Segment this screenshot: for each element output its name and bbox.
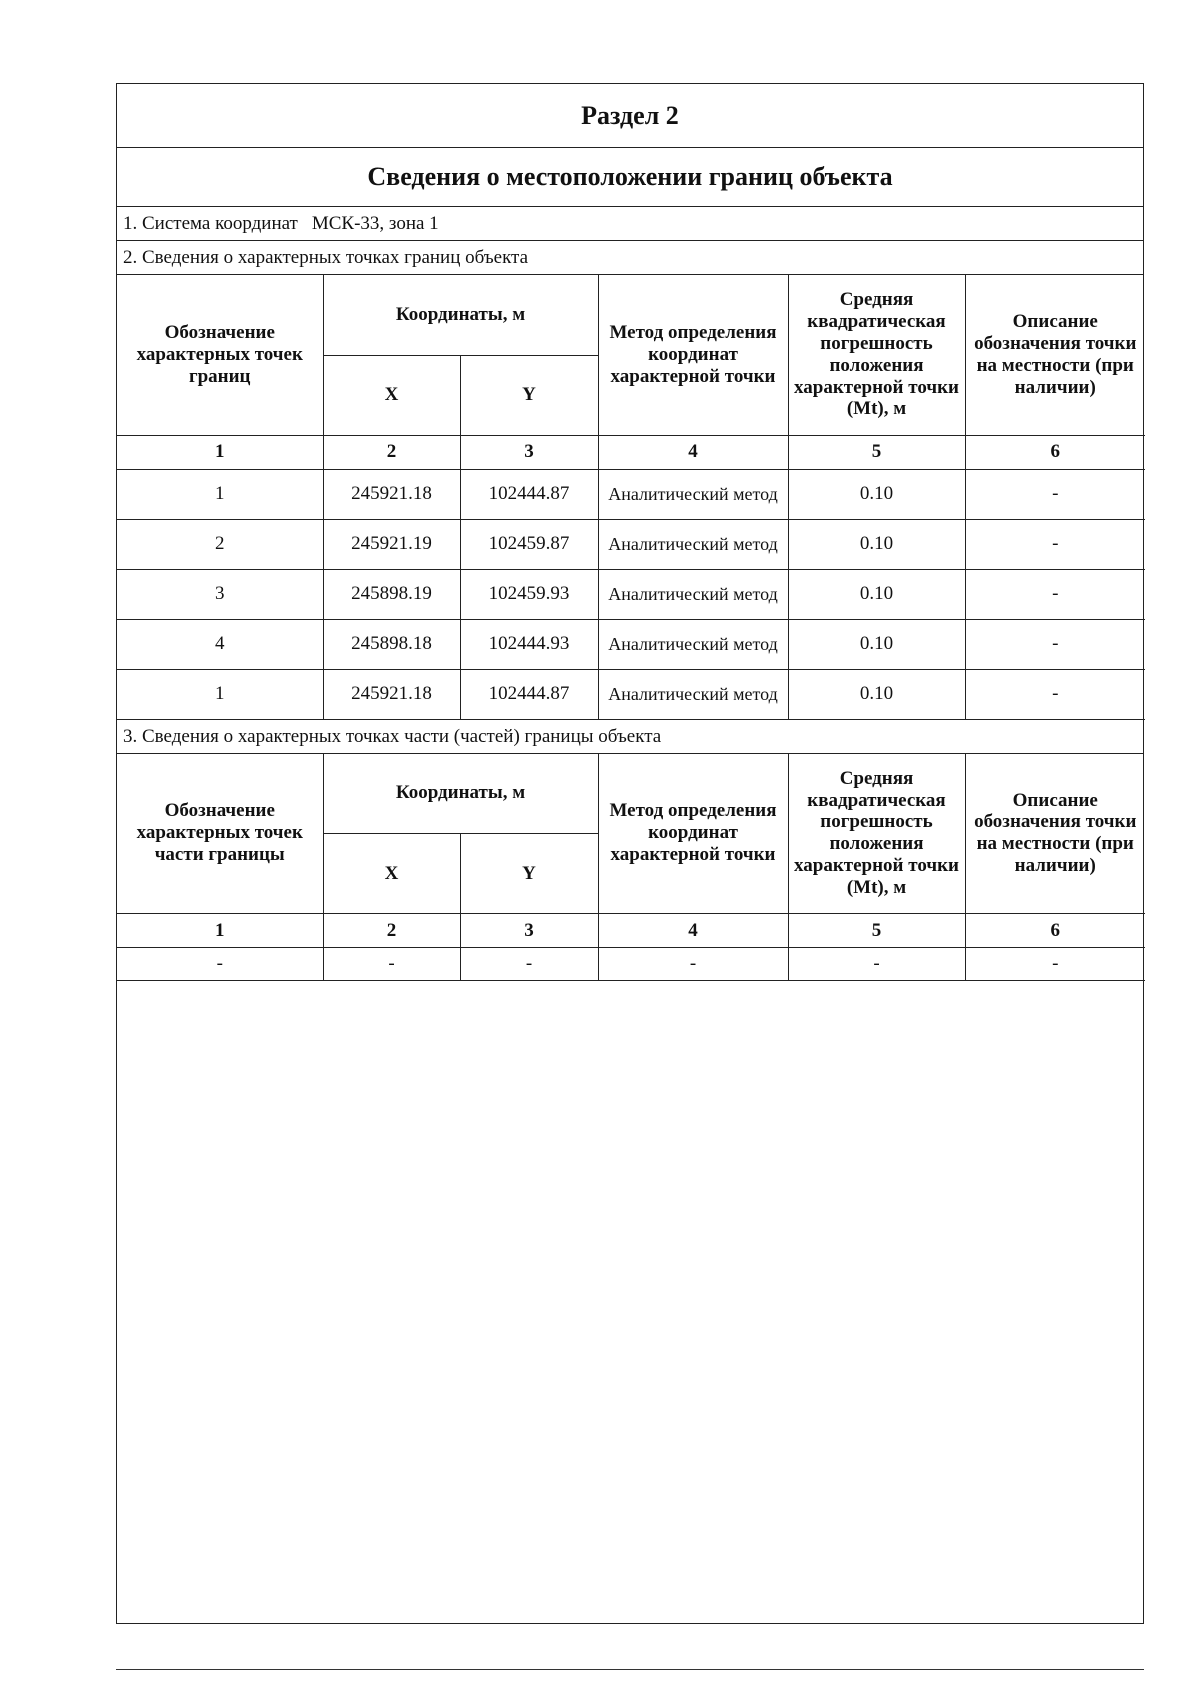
column-number: 1 [117,435,323,469]
point-cell: 4 [117,619,323,669]
section-title: Раздел 2 [117,84,1143,148]
table-row [117,619,1145,669]
header-y: Y [460,355,598,435]
table-row [117,469,1145,519]
column-number: 5 [788,435,965,469]
error-cell: 0.10 [788,469,965,519]
description-cell: - [965,569,1145,619]
object-title: Сведения о местоположении границ объекта [117,148,1143,207]
method-cell: Аналитический метод [598,519,788,569]
description-cell: - [965,669,1145,719]
header-x: X [323,355,460,435]
table-row [117,948,1145,981]
coord-system-label: 1. Система координат [123,213,298,234]
description-cell: - [965,948,1145,981]
error-cell: - [788,948,965,981]
point-cell: 1 [117,469,323,519]
x-cell: 245921.18 [323,469,460,519]
x-cell: 245921.19 [323,519,460,569]
footer-rule [116,1669,1144,1670]
y-cell: 102459.93 [460,569,598,619]
description-cell: - [965,469,1145,519]
part-points-table [117,754,1145,982]
method-cell: Аналитический метод [598,469,788,519]
column-number: 4 [598,435,788,469]
y-cell: 102444.87 [460,669,598,719]
y-cell: 102444.87 [460,469,598,519]
error-cell: 0.10 [788,569,965,619]
header-designation: Обозначение характерных точек части границы [117,754,323,914]
error-cell: 0.10 [788,519,965,569]
column-number: 6 [965,435,1145,469]
column-number: 6 [965,914,1145,948]
column-number: 3 [460,914,598,948]
point-cell: 3 [117,569,323,619]
header-designation: Обозначение характерных точек границ [117,275,323,435]
point-cell: 2 [117,519,323,569]
column-number: 3 [460,435,598,469]
y-cell: - [460,948,598,981]
header-method: Метод определения координат характерной точки [598,754,788,914]
header-description: Описание обозначения точки на местности (при наличии) [965,754,1145,914]
header-description: Описание обозначения точки на местности (при наличии) [965,275,1145,435]
table-row [117,519,1145,569]
x-cell: 245898.18 [323,619,460,669]
column-numbers-row [117,435,1145,469]
x-cell: 245921.18 [323,669,460,719]
error-cell: 0.10 [788,669,965,719]
header-coords: Координаты, м [323,275,598,355]
error-cell: 0.10 [788,619,965,669]
table-row [117,669,1145,719]
header-y: Y [460,834,598,914]
header-x: X [323,834,460,914]
boundary-points-table [117,275,1145,720]
point-cell: 1 [117,669,323,719]
column-number: 5 [788,914,965,948]
method-cell: Аналитический метод [598,619,788,669]
header-method: Метод определения координат характерной точки [598,275,788,435]
part-points-title: 3. Сведения о характерных точках части (частей) границы объекта [117,720,1143,754]
column-number: 1 [117,914,323,948]
header-error: Средняя квадратическая погрешность положения характерной точки (Mt), м [788,275,965,435]
y-cell: 102444.93 [460,619,598,669]
method-cell: - [598,948,788,981]
header-coords: Координаты, м [323,754,598,834]
method-cell: Аналитический метод [598,669,788,719]
y-cell: 102459.87 [460,519,598,569]
point-cell: - [117,948,323,981]
header-error: Средняя квадратическая погрешность положения характерной точки (Mt), м [788,754,965,914]
column-number: 4 [598,914,788,948]
boundary-points-title: 2. Сведения о характерных точках границ объекта [117,241,1143,275]
method-cell: Аналитический метод [598,569,788,619]
table-row [117,569,1145,619]
column-numbers-row [117,914,1145,948]
description-cell: - [965,619,1145,669]
coord-system-line [117,207,1143,241]
column-number: 2 [323,435,460,469]
x-cell: 245898.19 [323,569,460,619]
document-frame [116,83,1144,1624]
x-cell: - [323,948,460,981]
column-number: 2 [323,914,460,948]
coord-system-value: МСК-33, зона 1 [311,213,439,234]
description-cell: - [965,519,1145,569]
